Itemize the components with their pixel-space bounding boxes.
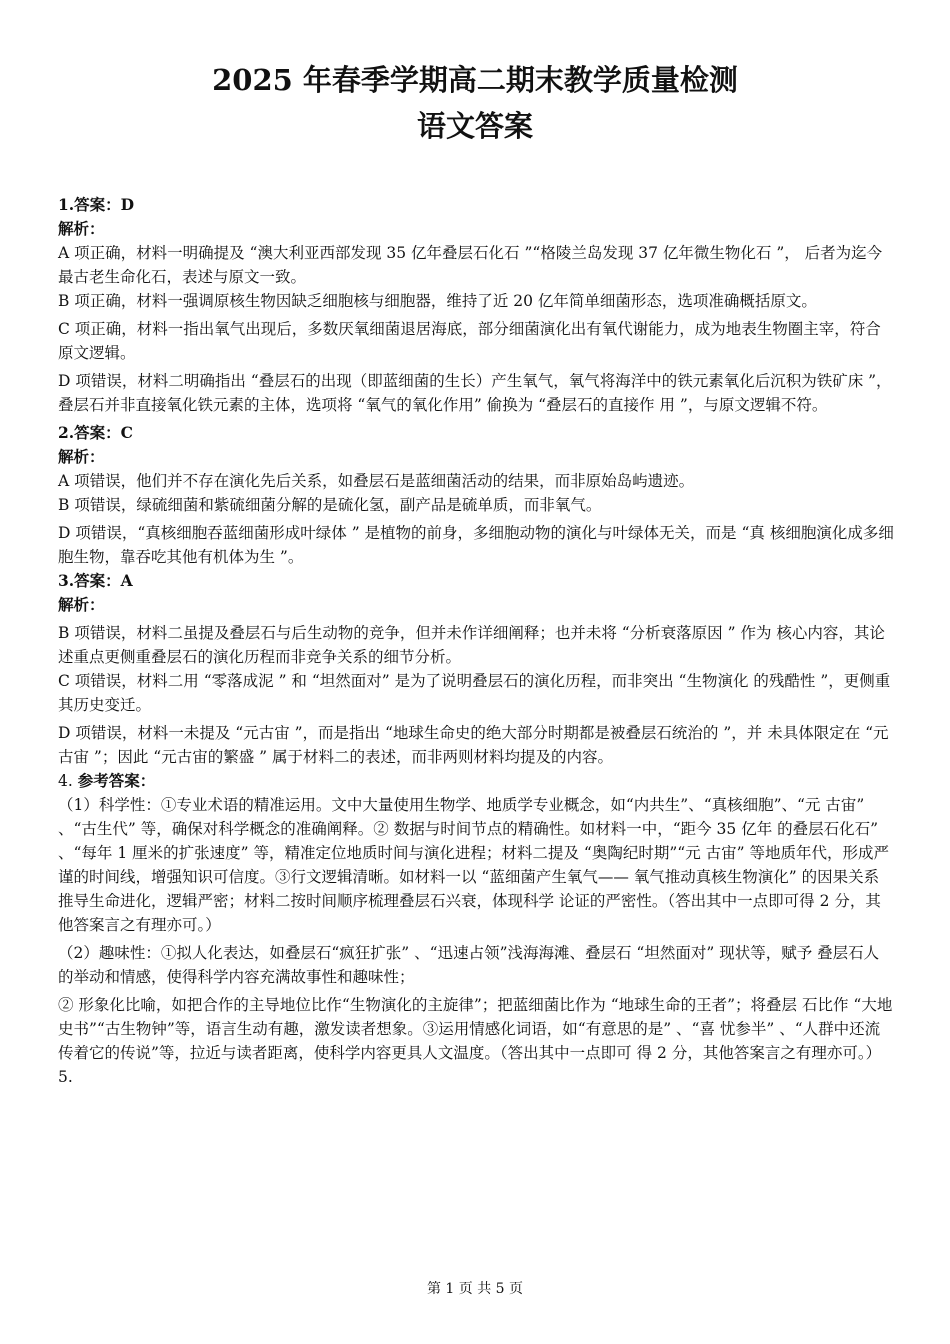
q1-item-d: D 项错误，材料二明确指出 “叠层石的出现（即蓝细菌的生长）产生氧气，氧气将海洋中的铁元素氧化后沉积为铁矿床 ”，叠层石并非直接氧化铁元素的主体，选项将 “氧气的氧化作用” 偷换为 “叠层石的直接作 用 ”，与原文逻辑不符。	[58, 372, 892, 414]
q1-answer: 1.答案：D	[58, 195, 135, 214]
document-subtitle: 语文答案	[416, 109, 533, 143]
q3-item-b: B 项错误，材料二虽提及叠层石与后生动物的竞争，但并未作详细阐释；也并未将 “分析衰落原因 ” 作为 核心内容，其论述重点更侧重叠层石的演化历程而非竞争关系的细节分析。	[58, 624, 885, 666]
q4-number: 4.	[58, 772, 78, 790]
q4-reference-label: 参考答案：	[77, 771, 156, 790]
q4-header	[58, 769, 894, 793]
q1-item-b: B 项正确，材料一强调原核生物因缺乏细胞核与细胞器，维持了近 20 亿年简单细菌形态，选项准确概括原文。	[58, 292, 817, 310]
q3-item-c: C 项错误，材料二用 “零落成泥 ” 和 “坦然面对” 是为了说明叠层石的演化历程，而非突出 “生物演化 的残酷性 ”，更侧重其历史变迁。	[58, 672, 891, 714]
q1-analysis-label: 解析：	[58, 219, 105, 238]
q1-item-c: C 项正确，材料一指出氧气出现后，多数厌氧细菌退居海底，部分细菌演化出有氧代谢能力，成为地表生物圈主宰，符合原文逻辑。	[58, 320, 881, 362]
q2-item-a: A 项错误，他们并不存在演化先后关系，如叠层石是蓝细菌活动的结果，而非原始岛屿遗迹。	[58, 472, 695, 490]
answer-content	[58, 193, 894, 1089]
q1-item-a: A 项正确，材料一明确提及 “澳大利亚西部发现 35 亿年叠层石化石 ”“格陵兰岛发现 37 亿年微生物化石 ”， 后者为迄今最古老生命化石，表述与原文一致。	[58, 244, 883, 286]
q4-part2a: （2）趣味性：①拟人化表达，如叠层石“疯狂扩张” 、“迅速占领”浅海海滩、叠层石 “坦然面对” 现状等，赋予 叠层石人的举动和情感，使得科学内容充满故事性和趣味性；	[58, 944, 880, 986]
q3-item-d: D 项错误，材料一未提及 “元古宙 ”，而是指出 “地球生命史的绝大部分时期都是被叠层石统治的 ”，并 未具体限定在 “元古宙 ”；因此 “元古宙的繁盛 ” 属于材料二的表述，而非两则材料均提及的内容。	[58, 724, 889, 766]
q2-analysis-label: 解析：	[58, 447, 105, 466]
document-title: 2025 年春季学期高二期末教学质量检测	[212, 63, 738, 97]
q5-label: 5.	[58, 1068, 73, 1086]
q2-item-b: B 项错误，绿硫细菌和紫硫细菌分解的是硫化氢，副产品是硫单质，而非氧气。	[58, 496, 602, 514]
q2-answer: 2.答案：C	[58, 423, 134, 442]
q2-item-d: D 项错误，“真核细胞吞蓝细菌形成叶绿体 ” 是植物的前身，多细胞动物的演化与叶绿体无关，而是 “真 核细胞演化成多细胞生物，靠吞吃其他有机体为生 ”。	[58, 524, 894, 566]
q3-answer: 3.答案：A	[58, 571, 133, 590]
q4-part1: （1）科学性：①专业术语的精准运用。文中大量使用生物学、地质学专业概念，如“内共生”、“真核细胞”、“元 古宙” 、“古生代” 等，确保对科学概念的准确阐释。② 数据与时间节点的精确性。如材料一中，“距今 35 亿年 的叠层石化石” 、“每年 1 厘米的扩张速度” 等，精准定位地质时间与演化进程；材料二提及 “奥陶纪时期”“元 古宙” 等地质年代，形成严谨的时间线，增强知识可信度。③行文逻辑清晰。如材料一以 “蓝细菌产生氧气—— 氧气推动真核生物演化” 的因果关系推导生命进化，逻辑严密；材料二按时间顺序梳理叠层石兴衰，体现科学 论证的严密性。（答出其中一点即可得 2 分，其他答案言之有理亦可。）	[58, 796, 889, 934]
page-footer: 第 1 页 共 5 页	[426, 1281, 524, 1297]
q3-analysis-label: 解析：	[58, 595, 105, 614]
q4-part2b: ② 形象化比喻，如把合作的主导地位比作“生物演化的主旋律”；把蓝细菌比作为 “地球生命的王者”；将叠层 石比作 “大地史书”“古生物钟”等，语言生动有趣，激发读者想象。③运用情感化词语，如“有意思的是” 、“喜 忧参半” 、“人群中还流传着它的传说”等，拉近与读者距离，使科学内容更具人文温度。（答出其中一点即可 得 2 分，其他答案言之有理亦可。）	[58, 996, 893, 1062]
